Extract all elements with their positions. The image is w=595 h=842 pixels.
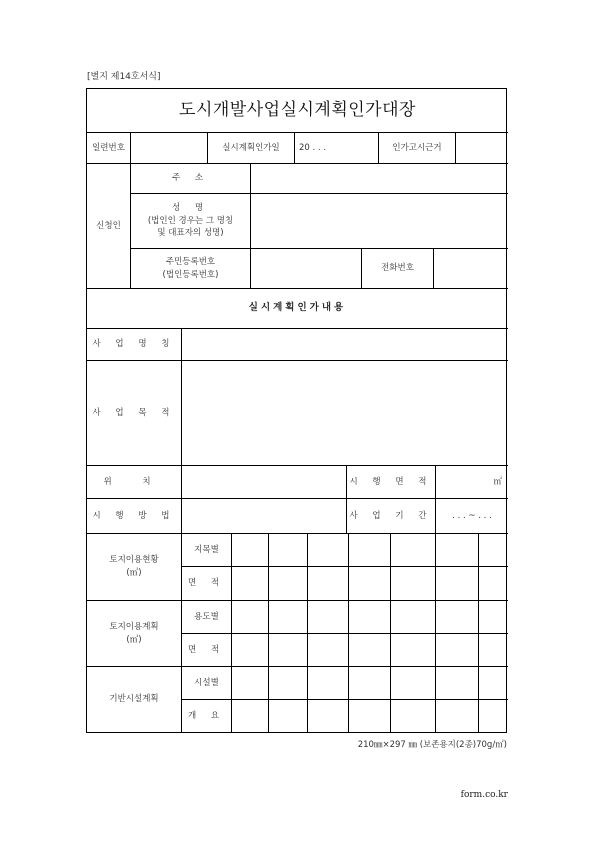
land-current-row2-label: 면 적	[182, 567, 232, 601]
grid-cell[interactable]	[349, 667, 391, 700]
grid-cell[interactable]	[479, 601, 508, 634]
grid-cell[interactable]	[391, 534, 436, 567]
method-value[interactable]	[182, 499, 347, 534]
grid-cell[interactable]	[269, 667, 308, 700]
period-value[interactable]: . . . ~ . . .	[436, 499, 508, 534]
name-value[interactable]	[251, 194, 508, 249]
grid-cell[interactable]	[308, 634, 349, 667]
reg-label-line2: (법인등록번호)	[162, 269, 219, 280]
grid-cell[interactable]	[391, 700, 436, 732]
applicant-section-label: 신청인	[87, 164, 131, 289]
grid-cell[interactable]	[479, 667, 508, 700]
notice-basis-label: 인가고시근거	[379, 133, 456, 164]
infra-row1-label: 시설별	[182, 667, 232, 700]
grid-cell[interactable]	[232, 601, 269, 634]
serial-value[interactable]	[131, 133, 208, 164]
infra-row2-label: 개 요	[182, 700, 232, 732]
grid-cell[interactable]	[391, 634, 436, 667]
location-value[interactable]	[182, 466, 347, 499]
project-name-label: 사 업 명 칭	[87, 329, 182, 361]
address-label: 주 소	[131, 164, 251, 194]
grid-cell[interactable]	[269, 700, 308, 732]
grid-cell[interactable]	[391, 567, 436, 601]
phone-label: 전화번호	[362, 249, 434, 289]
grid-cell[interactable]	[308, 601, 349, 634]
grid-cell[interactable]	[232, 634, 269, 667]
grid-cell[interactable]	[308, 534, 349, 567]
reg-number-label	[131, 249, 251, 289]
grid-cell[interactable]	[436, 534, 479, 567]
grid-cell[interactable]	[436, 667, 479, 700]
project-purpose-value[interactable]	[182, 361, 508, 466]
approval-register-form	[86, 88, 507, 733]
notice-basis-value[interactable]	[456, 133, 508, 164]
method-label: 시 행 방 법	[87, 499, 182, 534]
reg-number-value[interactable]	[251, 249, 362, 289]
land-plan-label	[87, 601, 182, 667]
land-current-label-line2: (㎡)	[126, 568, 142, 578]
grid-cell[interactable]	[308, 667, 349, 700]
area-label: 시 행 면 적	[347, 466, 436, 499]
grid-cell[interactable]	[269, 601, 308, 634]
project-purpose-label: 사 업 목 적	[87, 361, 182, 466]
approval-date-label: 실시계획인가일	[208, 133, 295, 164]
grid-cell[interactable]	[391, 667, 436, 700]
land-current-label-line1: 토지이용현황	[109, 555, 159, 566]
grid-cell[interactable]	[436, 567, 479, 601]
grid-cell[interactable]	[391, 601, 436, 634]
grid-cell[interactable]	[479, 634, 508, 667]
grid-cell[interactable]	[349, 534, 391, 567]
form-title: 도시개발사업실시계획인가대장	[87, 89, 508, 133]
grid-cell[interactable]	[479, 567, 508, 601]
grid-cell[interactable]	[269, 534, 308, 567]
grid-cell[interactable]	[232, 700, 269, 732]
grid-cell[interactable]	[232, 667, 269, 700]
serial-label: 일련번호	[87, 133, 131, 164]
period-label: 사 업 기 간	[347, 499, 436, 534]
reg-label-line1: 주민등록번호	[165, 256, 216, 267]
grid-cell[interactable]	[308, 700, 349, 732]
land-plan-row1-label: 용도별	[182, 601, 232, 634]
land-current-row1-label: 지목별	[182, 534, 232, 567]
grid-cell[interactable]	[479, 534, 508, 567]
grid-cell[interactable]	[232, 567, 269, 601]
grid-cell[interactable]	[349, 567, 391, 601]
phone-value[interactable]	[434, 249, 508, 289]
grid-cell[interactable]	[436, 601, 479, 634]
brand-mark: form.co.kr	[460, 790, 508, 800]
land-plan-label-line1: 토지이용계획	[109, 621, 159, 632]
grid-cell[interactable]	[308, 567, 349, 601]
form-label: [별지 제14호서식]	[87, 72, 161, 82]
paper-spec-note: 210㎜×297 ㎜ (보존용지(2종)70g/㎡)	[357, 740, 507, 750]
land-plan-label-line2: (㎡)	[126, 634, 142, 645]
land-current-label	[87, 534, 182, 601]
grid-cell[interactable]	[436, 700, 479, 732]
name-label-line2: (법인인 경우는 그 명칭	[147, 215, 234, 226]
grid-cell[interactable]	[232, 534, 269, 567]
grid-cell[interactable]	[349, 601, 391, 634]
grid-cell[interactable]	[269, 634, 308, 667]
land-plan-row2-label: 면 적	[182, 634, 232, 667]
grid-cell[interactable]	[269, 567, 308, 601]
grid-cell[interactable]	[436, 634, 479, 667]
grid-cell[interactable]	[349, 700, 391, 732]
location-label: 위 치	[87, 466, 182, 499]
grid-cell[interactable]	[479, 700, 508, 732]
area-value[interactable]: ㎡	[436, 466, 508, 499]
approval-date-value[interactable]: 20 . . .	[295, 133, 379, 164]
name-label-line3: 및 대표자의 성명)	[157, 228, 224, 239]
infra-label: 기반시설계획	[87, 667, 182, 732]
plan-section-title: 실시계획인가내용	[87, 289, 508, 329]
name-label	[131, 194, 251, 249]
name-label-line1: 성 명	[171, 202, 210, 213]
grid-cell[interactable]	[349, 634, 391, 667]
project-name-value[interactable]	[182, 329, 508, 361]
address-value[interactable]	[251, 164, 508, 194]
